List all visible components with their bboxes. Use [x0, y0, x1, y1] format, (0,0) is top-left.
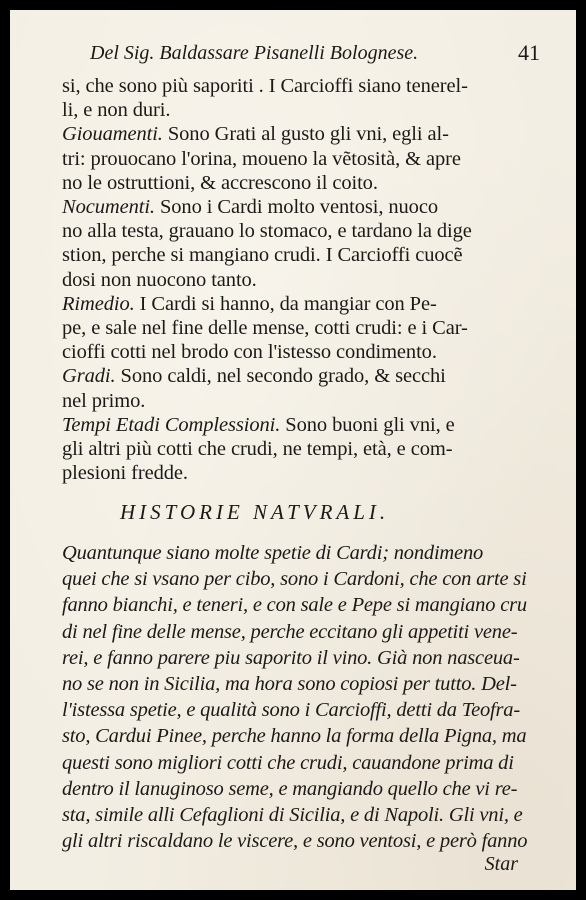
text-line: [62, 292, 552, 316]
italic-text-line: di nel fine delle mense, perche eccitano gli appetiti vene-: [62, 620, 518, 643]
text-line: [62, 98, 552, 122]
text-line: [62, 461, 552, 485]
text-line: [62, 413, 552, 437]
natural-history-text-block: [62, 540, 558, 854]
body-text-block: [62, 74, 552, 485]
line-text: Sono caldi, nel secondo grado, & secchi: [115, 365, 446, 388]
text-line: [62, 389, 552, 413]
text-line: [62, 74, 552, 98]
line-text: si, che sono più saporiti . I Carcioffi siano tenerel-: [62, 75, 468, 97]
page-number: 41: [518, 40, 540, 65]
italic-text-line: no se non in Sicilia, ma hora sono copiosi per tutto. Del-: [62, 673, 517, 696]
line-text: cioffi cotti nel brodo con l'istesso condimento.: [62, 341, 437, 364]
text-line: [62, 340, 552, 364]
line-text: no alla testa, grauano lo stomaco, e tardano la dige: [62, 220, 472, 243]
text-line: [62, 195, 552, 219]
line-text: dosi non nuocono tanto.: [62, 268, 257, 291]
text-line: [62, 437, 552, 461]
line-text: nel primo.: [62, 389, 146, 412]
paragraph-label: Tempi Etadi Complessioni.: [62, 413, 281, 436]
paragraph-label: Nocumenti.: [62, 196, 155, 219]
italic-text-line: Quantunque siano molte spetie di Cardi; nondimeno: [62, 542, 484, 564]
text-line: [62, 219, 552, 243]
running-title: Del Sig. Baldassare Pisanelli Bolognese.: [90, 42, 419, 64]
italic-text-line: l'istessa spetie, e qualità sono i Carcioffi, detti da Teofra-: [62, 699, 520, 722]
line-text: I Cardi si hanno, da mangiar con Pe-: [134, 292, 437, 315]
line-text: Sono buoni gli vni, e: [280, 413, 455, 436]
italic-text-line: sta, simile alli Cefaglioni di Sicilia, e di Napoli. Gli vni, e: [62, 804, 523, 827]
text-line: [62, 316, 552, 340]
text-line: [62, 268, 552, 292]
text-line: [62, 147, 552, 171]
text-line: [62, 364, 552, 388]
book-page: [10, 10, 576, 890]
line-text: no le ostruttioni, & accrescono il coito.: [62, 171, 378, 194]
italic-text-line: gli altri riscaldano le viscere, e sono ventosi, e però fanno: [62, 830, 528, 853]
section-heading: HISTORIE NATVRALI.: [120, 500, 390, 524]
text-line: [62, 171, 552, 195]
italic-text-line: sto, Cardui Pinee, perche hanno la forma della Pigna, ma: [62, 725, 527, 748]
line-text: tri: prouocano l'orina, moueno la vẽtosità, & apre: [62, 147, 461, 170]
text-line: [62, 243, 552, 267]
line-text: pe, e sale nel fine delle mense, cotti crudi: e i Car-: [62, 317, 468, 340]
paragraph-label: Gradi.: [62, 365, 116, 388]
italic-text-line: quei che si vsano per cibo, sono i Cardoni, che con arte si: [62, 568, 527, 591]
paragraph-label: Giouamenti.: [62, 123, 163, 146]
italic-text-line: rei, e fanno parere piu saporito il vino. Già non nasceua-: [62, 646, 520, 669]
text-line: [62, 122, 552, 146]
catchword: Star: [484, 853, 518, 875]
paragraph-label: Rimedio.: [62, 292, 135, 315]
running-header: [90, 42, 560, 65]
line-text: Sono Grati al gusto gli vni, egli al-: [162, 123, 449, 146]
italic-text-line: dentro il lanuginoso seme, e mangiando quello che vi re-: [62, 777, 518, 800]
line-text: plesioni fredde.: [62, 462, 188, 485]
line-text: Sono i Cardi molto ventosi, nuoco: [154, 196, 438, 219]
italic-text-line: fanno bianchi, e teneri, e con sale e Pepe si mangiano cru: [62, 594, 527, 617]
line-text: li, e non duri.: [62, 99, 171, 122]
line-text: gli altri più cotti che crudi, ne tempi, età, e com-: [62, 438, 453, 461]
line-text: stion, perche si mangiano crudi. I Carcioffi cuocẽ: [62, 244, 463, 267]
italic-text-line: questi sono migliori cotti che crudi, cauandone prima di: [62, 751, 514, 774]
